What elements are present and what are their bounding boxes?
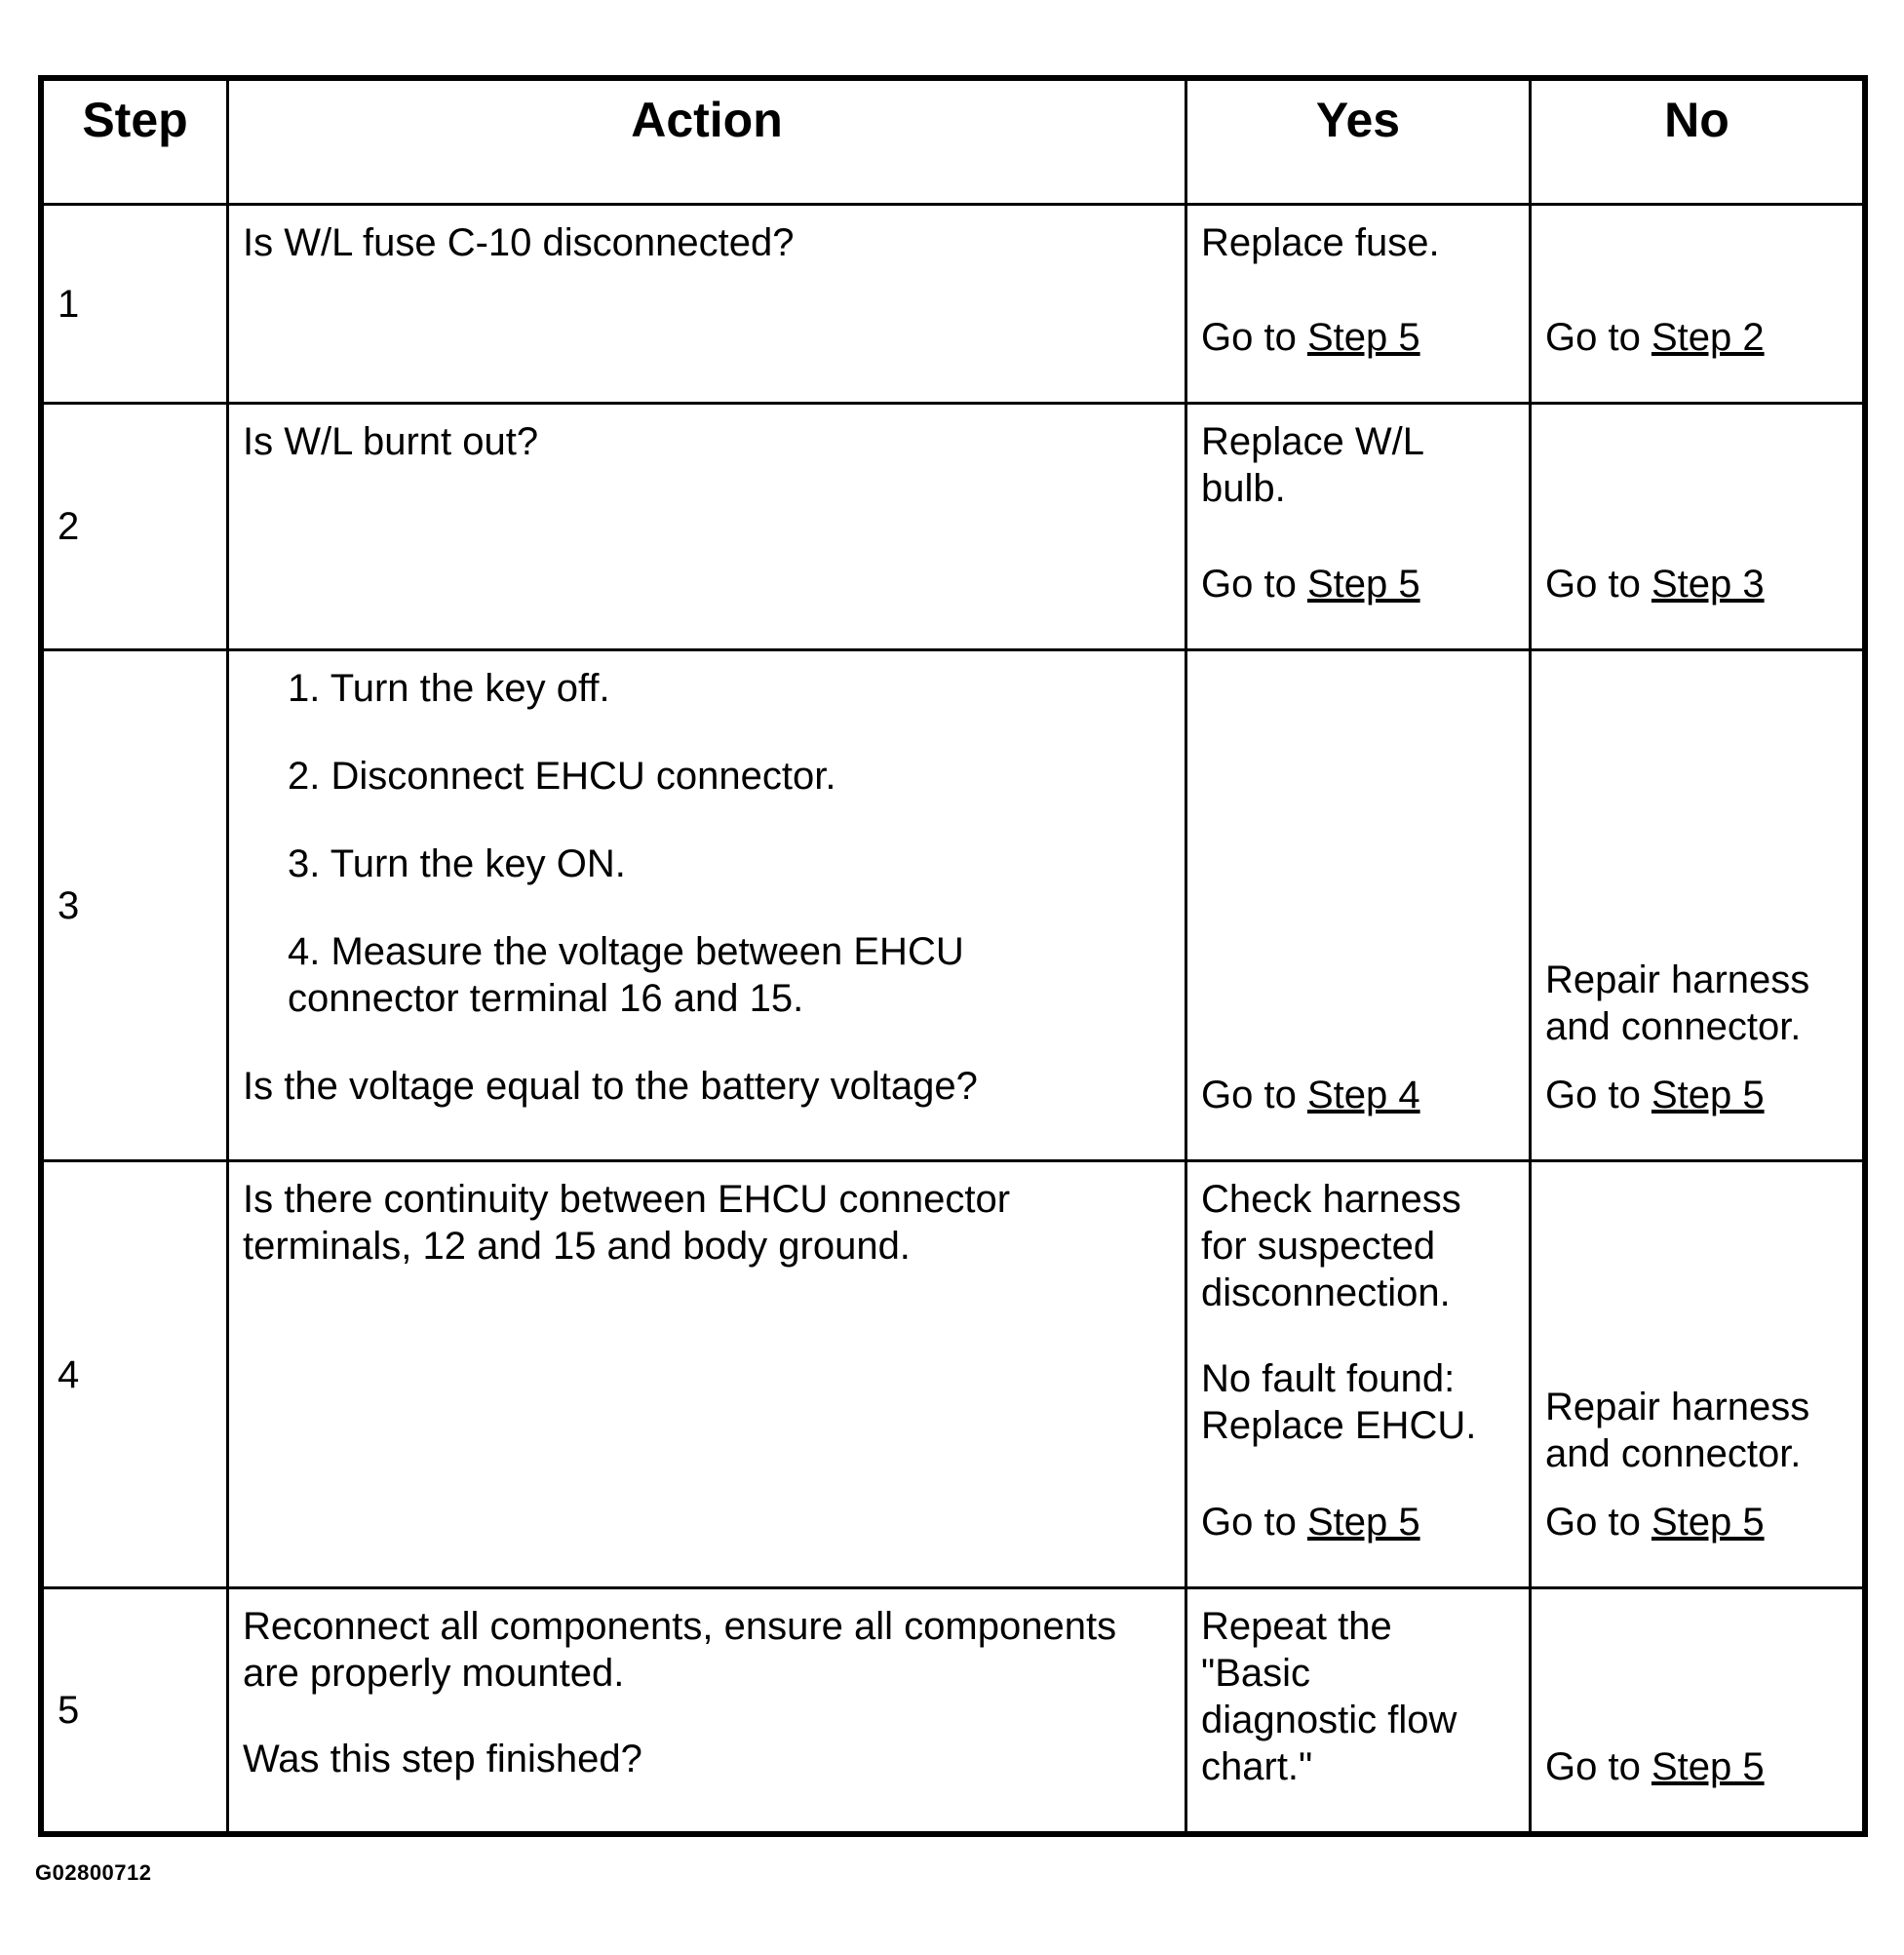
step-link[interactable]: Step 5 <box>1306 316 1420 359</box>
procedure-item: 4. Measure the voltage between EHCU connector terminal 16 and 15. <box>288 930 964 1020</box>
goto-prefix: Go to <box>1545 563 1651 606</box>
no-text: Repair harness and connector. <box>1545 1386 1810 1475</box>
no-cell <box>1532 405 1862 651</box>
no-cell <box>1532 1162 1862 1589</box>
goto-prefix: Go to <box>1201 1501 1307 1544</box>
no-cell <box>1532 206 1862 405</box>
step-link[interactable]: Step 3 <box>1651 563 1765 606</box>
action-cell <box>229 651 1187 1162</box>
header-action: Action <box>229 81 1187 206</box>
goto-prefix: Go to <box>1201 1074 1307 1116</box>
step-link[interactable]: Step 5 <box>1306 1501 1420 1544</box>
yes-cell <box>1187 651 1532 1162</box>
action-cell <box>229 1589 1187 1831</box>
action-question: Is the voltage equal to the battery voltage? <box>243 1065 978 1108</box>
step-number: 5 <box>44 1589 229 1831</box>
yes-goto <box>1201 1072 1515 1159</box>
header-step: Step <box>44 81 229 206</box>
no-goto <box>1545 1499 1848 1586</box>
yes-cell <box>1187 206 1532 405</box>
step-link[interactable]: Step 2 <box>1651 316 1765 359</box>
yes-text: Check harness for suspected disconnection. <box>1201 1178 1461 1314</box>
step-number: 3 <box>44 651 229 1162</box>
no-text: Repair harness and connector. <box>1545 958 1810 1048</box>
step-link[interactable]: Step 5 <box>1651 1074 1765 1116</box>
action-cell <box>229 1162 1187 1589</box>
no-goto <box>1545 1743 1848 1831</box>
action-question: Was this step finished? <box>243 1738 642 1780</box>
no-goto <box>1545 314 1848 402</box>
goto-prefix: Go to <box>1201 316 1307 359</box>
step-link[interactable]: Step 5 <box>1306 563 1420 606</box>
goto-prefix: Go to <box>1201 563 1307 606</box>
action-text: Is W/L fuse C-10 disconnected? <box>243 221 795 264</box>
action-text: Is there continuity between EHCU connector terminals, 12 and 15 and body ground. <box>243 1178 1011 1268</box>
step-number: 2 <box>44 405 229 651</box>
header-no: No <box>1532 81 1862 206</box>
yes-goto <box>1201 561 1515 648</box>
yes-text: Replace fuse. <box>1201 221 1440 264</box>
action-cell <box>229 405 1187 651</box>
action-cell <box>229 206 1187 405</box>
goto-prefix: Go to <box>1545 316 1651 359</box>
no-goto <box>1545 561 1848 648</box>
goto-prefix: Go to <box>1545 1501 1651 1544</box>
procedure-item: 1. Turn the key off. <box>288 667 610 710</box>
figure-code: G02800712 <box>35 1860 152 1885</box>
step-number: 1 <box>44 206 229 405</box>
diagnostic-table <box>38 75 1868 1837</box>
yes-text: No fault found: Replace EHCU. <box>1201 1357 1477 1447</box>
procedure-item: 3. Turn the key ON. <box>288 842 626 885</box>
header-yes: Yes <box>1187 81 1532 206</box>
yes-cell <box>1187 405 1532 651</box>
yes-cell <box>1187 1589 1532 1831</box>
yes-goto <box>1201 314 1515 402</box>
action-text: Reconnect all components, ensure all components are properly mounted. <box>243 1605 1117 1695</box>
step-link[interactable]: Step 5 <box>1651 1501 1765 1544</box>
goto-prefix: Go to <box>1545 1074 1651 1116</box>
no-cell <box>1532 1589 1862 1831</box>
step-link[interactable]: Step 5 <box>1651 1745 1765 1788</box>
step-link[interactable]: Step 4 <box>1306 1074 1420 1116</box>
yes-cell <box>1187 1162 1532 1589</box>
yes-goto <box>1201 1499 1515 1586</box>
no-cell <box>1532 651 1862 1162</box>
procedure-item: 2. Disconnect EHCU connector. <box>288 755 836 798</box>
yes-text: Repeat the "Basic diagnostic flow chart." <box>1201 1605 1457 1788</box>
step-number: 4 <box>44 1162 229 1589</box>
yes-text: Replace W/L bulb. <box>1201 420 1423 510</box>
no-goto <box>1545 1072 1848 1159</box>
action-text: Is W/L burnt out? <box>243 420 539 463</box>
goto-prefix: Go to <box>1545 1745 1651 1788</box>
procedure-list <box>243 665 1171 1022</box>
